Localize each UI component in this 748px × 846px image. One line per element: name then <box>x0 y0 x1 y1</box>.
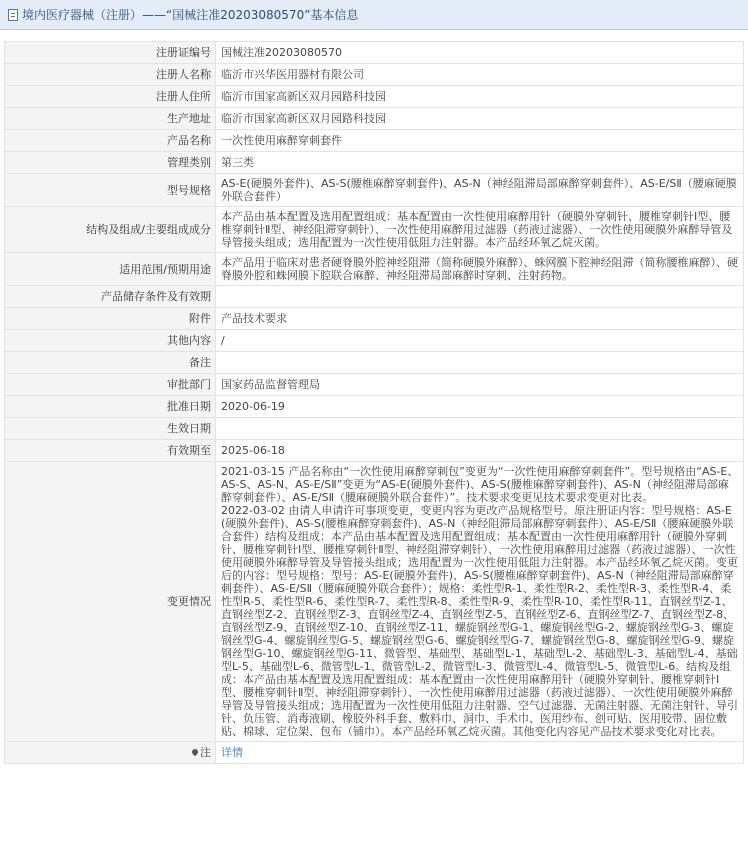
field-label: 变更情况 <box>5 462 216 742</box>
field-label: 生效日期 <box>5 418 216 440</box>
field-value: 本产品用于临床对患者硬脊膜外腔神经阻滞（简称硬膜外麻醉）、蛛网膜下腔神经阻滞（简称腰椎麻醉）、硬脊膜外腔和蛛网膜下腔联合麻醉、神经阻滞局部麻醉时穿刺、注射药物。 <box>216 253 744 286</box>
details-link[interactable]: 详情 <box>221 746 243 759</box>
field-label: 型号规格 <box>5 174 216 207</box>
field-label: 管理类别 <box>5 152 216 174</box>
note-label-cell <box>5 742 216 764</box>
row-models <box>5 174 744 207</box>
row-approve-date <box>5 396 744 418</box>
field-value: 国械注准20203080570 <box>216 42 744 64</box>
field-value: 一次性使用麻醉穿刺套件 <box>216 130 744 152</box>
field-label: 注册人名称 <box>5 64 216 86</box>
row-registrant-addr <box>5 86 744 108</box>
row-valid-until <box>5 440 744 462</box>
note-value-cell <box>216 742 744 764</box>
row-storage <box>5 286 744 308</box>
change-entry: 2022-03-02 由请人申请许可事项变更，变更内容为更改产品规格型号。原注册证内容：型号规格：AS-E(硬膜外套件)、AS-S(腰椎麻醉穿刺套件)、AS-N（神经阻滞局部麻醉穿刺套件）、AS-E/SⅡ（腰麻硬膜外联合套件）结构及组成：本产品由基本配置及选用配置组成：基本配置由一次性使用麻醉用针（硬膜外穿刺针、腰椎穿刺针Ⅰ型、腰椎穿刺针Ⅱ型、神经阻滞穿刺针）、一次性使用麻醉用过滤器（药液过滤器）、一次性使用硬膜外麻醉导管及导管接头组成；选用配置为一次性使用低阻力注射器。本产品经环氧乙烷灭菌。变更后的内容：型号规格：型号：AS-E(硬膜外套件)、AS-S(腰椎麻醉穿刺套件)、AS-N（神经阻滞局部麻醉穿刺套件）、AS-E/SⅡ（腰麻硬膜外联合套件）；规格：柔性型R-1、柔性型R-2、柔性型R-3、柔性型R-4、柔性型R-5、柔性型R-6、柔性型R-7、柔性型R-8、柔性型R-9、柔性型R-10、柔性型R-11、直钢丝型Z-1、直钢丝型Z-2、直钢丝型Z-3、直钢丝型Z-4、直钢丝型Z-5、直钢丝型Z-6、直钢丝型Z-7、直钢丝型Z-8、直钢丝型Z-9、直钢丝型Z-10、直钢丝型Z-11、螺旋钢丝型G-1、螺旋钢丝型G-2、螺旋钢丝型G-3、螺旋钢丝型G-4、螺旋钢丝型G-5、螺旋钢丝型G-6、螺旋钢丝型G-7、螺旋钢丝型G-8、螺旋钢丝型G-9、螺旋钢丝型G-10、螺旋钢丝型G-11、微管型、基础型、基础型L-1、基础型L-2、基础型L-3、基础型L-4、基础型L-5、基础型L-6、微管型L-1、微管型L-2、微管型L-3、微管型L-4、微管型L-5、微管型L-6。结构及组成：本产品由基本配置及选用配置组成：基本配置由一次性使用麻醉用针（硬膜外穿刺针、腰椎穿刺针Ⅰ型、腰椎穿刺针Ⅱ型、神经阻滞穿刺针）、一次性使用麻醉用过滤器（药液过滤器）、一次性使用硬膜外麻醉导管及导管接头组成；选用配置为一次性使用低阻力注射器、空气过滤器、无菌注射器、无菌注射针、导引针、负压管、消毒液刷、橡胶外科手套、敷料巾、洞巾、手术巾、医用纱布、创可贴、医用胶带、固位敷贴、棉球、定位架、包布（铺巾）。本产品经环氧乙烷灭菌。其他变化内容见产品技术要求变化对比表。 <box>221 504 738 738</box>
row-registrant <box>5 64 744 86</box>
row-note <box>5 742 744 764</box>
field-label: 审批部门 <box>5 374 216 396</box>
row-prod-addr <box>5 108 744 130</box>
field-label: 产品储存条件及有效期 <box>5 286 216 308</box>
field-label: 注 <box>200 746 211 759</box>
pin-icon <box>191 748 199 756</box>
row-changes <box>5 462 744 742</box>
field-value: 临沂市国家高新区双月园路科技园 <box>216 108 744 130</box>
field-label: 适用范围/预期用途 <box>5 253 216 286</box>
field-value: 本产品由基本配置及选用配置组成：基本配置由一次性使用麻醉用针（硬膜外穿刺针、腰椎穿刺针Ⅰ型、腰椎穿刺针Ⅱ型、神经阻滞穿刺针）、一次性使用麻醉用过滤器（药液过滤器）、一次性使用硬膜外麻醉导管及导管接头组成；选用配置为一次性使用低阻力注射器。本产品经环氧乙烷灭菌。 <box>216 207 744 253</box>
change-entry: 2021-03-15 产品名称由“一次性使用麻醉穿刺包”变更为“一次性使用麻醉穿刺套件”。型号规格由“AS-E、AS-S、AS-N、AS-E/SⅡ”变更为“AS-E(硬膜外套件)、AS-S(腰椎麻醉穿刺套件)、AS-N（神经阻滞局部麻醉穿刺套件）、AS-E/SⅡ（腰麻硬膜外联合套件）”。技术要求变更见技术要求变更对比表。 <box>221 465 739 504</box>
field-label: 备注 <box>5 352 216 374</box>
info-table <box>4 41 744 764</box>
field-value <box>216 352 744 374</box>
field-label: 注册证编号 <box>5 42 216 64</box>
row-other <box>5 330 744 352</box>
field-value: 2020-06-19 <box>216 396 744 418</box>
field-value: 2025-06-18 <box>216 440 744 462</box>
field-label: 有效期至 <box>5 440 216 462</box>
field-value: 临沂市国家高新区双月园路科技园 <box>216 86 744 108</box>
row-structure <box>5 207 744 253</box>
row-remark <box>5 352 744 374</box>
field-value: 第三类 <box>216 152 744 174</box>
changes-content <box>216 462 744 742</box>
field-label: 注册人住所 <box>5 86 216 108</box>
field-value <box>216 286 744 308</box>
document-icon <box>8 9 18 21</box>
row-product-name <box>5 130 744 152</box>
field-value: 国家药品监督管理局 <box>216 374 744 396</box>
row-category <box>5 152 744 174</box>
field-label: 结构及组成/主要组成成分 <box>5 207 216 253</box>
field-label: 产品名称 <box>5 130 216 152</box>
row-reg-no <box>5 42 744 64</box>
page-header <box>0 0 748 30</box>
row-scope <box>5 253 744 286</box>
field-value <box>216 418 744 440</box>
page-title: 境内医疗器械（注册）——“国械注准20203080570”基本信息 <box>22 8 359 22</box>
row-dept <box>5 374 744 396</box>
field-label: 其他内容 <box>5 330 216 352</box>
row-effective-date <box>5 418 744 440</box>
field-label: 生产地址 <box>5 108 216 130</box>
field-value: 产品技术要求 <box>216 308 744 330</box>
row-attachment <box>5 308 744 330</box>
field-value: 临沂市兴华医用器材有限公司 <box>216 64 744 86</box>
field-label: 批准日期 <box>5 396 216 418</box>
field-value: AS-E(硬膜外套件)、AS-S(腰椎麻醉穿刺套件)、AS-N（神经阻滞局部麻醉穿刺套件）、AS-E/SⅡ（腰麻硬膜外联合套件） <box>216 174 744 207</box>
field-label: 附件 <box>5 308 216 330</box>
field-value: / <box>216 330 744 352</box>
